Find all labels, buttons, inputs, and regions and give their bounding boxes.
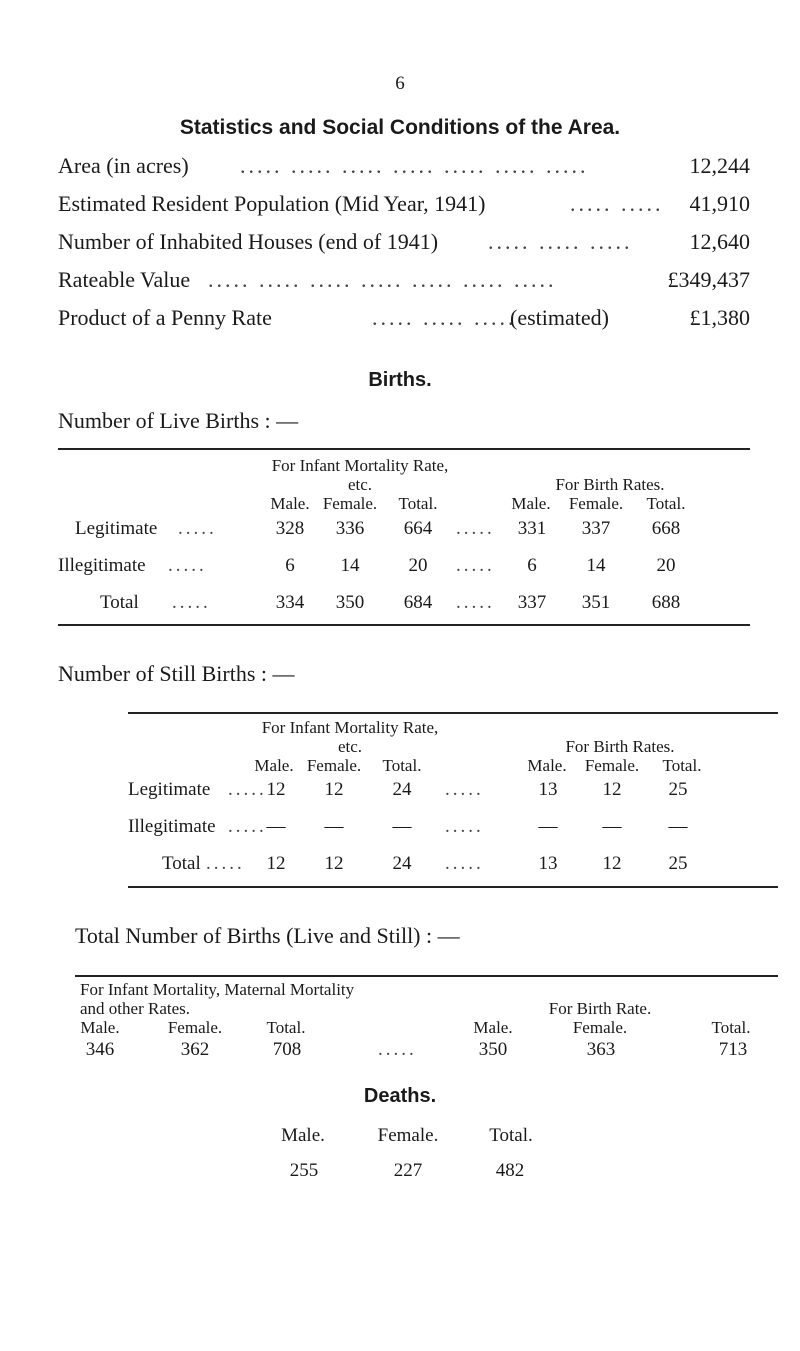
cell: 363 <box>586 1039 616 1060</box>
col-header: Total. <box>266 1018 306 1037</box>
cell: 6 <box>285 555 295 576</box>
stat-dots: ..... ..... ..... ..... ..... ..... ..... <box>240 153 589 178</box>
cell: 713 <box>718 1039 748 1060</box>
col-header: Total. <box>711 1018 751 1037</box>
cell: 25 <box>668 779 688 800</box>
col-header: Female. <box>306 756 362 775</box>
stat-value: £349,437 <box>667 267 750 292</box>
col-header: Male. <box>527 756 567 775</box>
stat-value: £1,380 <box>689 305 750 330</box>
table-bottom-rule <box>58 624 750 626</box>
cell: 12 <box>266 853 286 874</box>
col-header: Female. <box>568 494 624 513</box>
cell: 337 <box>517 592 547 613</box>
still-births-caption: Number of Still Births : — <box>58 661 295 686</box>
row-dots: ..... <box>206 853 245 874</box>
cell: 25 <box>668 853 688 874</box>
table-top-rule <box>128 712 778 714</box>
row-sep-dots: ..... <box>445 816 484 837</box>
cell: 328 <box>275 518 305 539</box>
cell: 708 <box>272 1039 302 1060</box>
row-dots: ..... <box>172 592 211 613</box>
row-dots: ..... <box>228 816 267 837</box>
col-header: Female. <box>322 494 378 513</box>
live-births-caption: Number of Live Births : — <box>58 408 299 433</box>
row-label: Total <box>100 592 139 613</box>
stat-label: Estimated Resident Population (Mid Year, 1941) <box>58 191 486 216</box>
cell: 24 <box>392 779 412 800</box>
cell: 337 <box>581 518 611 539</box>
cell: 14 <box>340 555 360 576</box>
table-top-rule <box>58 448 750 450</box>
cell: 13 <box>538 853 558 874</box>
stat-note: (estimated) <box>510 305 609 330</box>
stat-value: 12,244 <box>689 153 750 178</box>
cell: 482 <box>495 1160 525 1181</box>
col-header: Female. <box>377 1125 439 1146</box>
row-sep-dots: ..... <box>456 592 495 613</box>
stat-value: 12,640 <box>689 229 750 254</box>
cell: — <box>668 816 688 837</box>
cell: 362 <box>180 1039 210 1060</box>
table-bottom-rule <box>128 886 778 888</box>
cell: — <box>602 816 622 837</box>
cell: 12 <box>324 779 344 800</box>
cell: 664 <box>403 518 433 539</box>
stat-label: Area (in acres) <box>58 153 189 178</box>
cell: 350 <box>335 592 365 613</box>
cell: — <box>266 816 286 837</box>
cell: 12 <box>324 853 344 874</box>
cell: — <box>392 816 412 837</box>
group-heading-birth-rate: For Birth Rate. <box>548 999 652 1018</box>
births-heading: Births. <box>368 369 432 391</box>
row-dots: ..... <box>168 555 207 576</box>
col-header: Total. <box>662 756 702 775</box>
group-heading-birth-rates: For Birth Rates. <box>565 737 675 756</box>
cell: 24 <box>392 853 412 874</box>
stat-dots: ..... ..... ..... <box>488 229 633 254</box>
cell: 336 <box>335 518 365 539</box>
group-heading-mortality: For Infant Mortality, Maternal Mortality and other Rates. <box>80 980 355 1018</box>
row-label: Total <box>162 853 201 874</box>
cell: 350 <box>478 1039 508 1060</box>
page-title: Statistics and Social Conditions of the Area. <box>179 116 621 139</box>
col-header: Total. <box>489 1125 533 1146</box>
cell: 12 <box>602 779 622 800</box>
col-header: Female. <box>572 1018 628 1037</box>
table-top-rule <box>75 975 778 977</box>
cell: 6 <box>527 555 537 576</box>
col-header: Female. <box>167 1018 223 1037</box>
cell: 334 <box>275 592 305 613</box>
cell: 20 <box>656 555 676 576</box>
cell: 12 <box>602 853 622 874</box>
col-header: Male. <box>511 494 551 513</box>
row-label: Illegitimate <box>128 816 216 837</box>
stat-label: Rateable Value <box>58 267 191 292</box>
total-births-caption: Total Number of Births (Live and Still) : — <box>75 923 460 948</box>
cell: 227 <box>393 1160 423 1181</box>
col-header: Total. <box>398 494 438 513</box>
row-sep-dots: ..... <box>445 853 484 874</box>
row-label: Illegitimate <box>58 555 146 576</box>
cell: — <box>324 816 344 837</box>
row-label: Legitimate <box>75 518 158 539</box>
stat-label: Product of a Penny Rate <box>58 305 272 330</box>
cell: 20 <box>408 555 428 576</box>
row-sep-dots: ..... <box>445 779 484 800</box>
cell: 346 <box>85 1039 115 1060</box>
col-header: Male. <box>270 494 310 513</box>
group-heading-mortality: For Infant Mortality Rate, etc. <box>271 456 449 494</box>
row-label: Legitimate <box>128 779 211 800</box>
cell: 351 <box>581 592 611 613</box>
row-sep-dots: ..... <box>456 518 495 539</box>
cell: 331 <box>517 518 547 539</box>
stat-dots: ..... ..... ..... ..... ..... ..... ..... <box>208 267 557 292</box>
stat-value: 41,910 <box>689 191 750 216</box>
cell: 13 <box>538 779 558 800</box>
row-dots: ..... <box>178 518 217 539</box>
col-header: Male. <box>281 1125 325 1146</box>
cell: 12 <box>266 779 286 800</box>
cell: 684 <box>403 592 433 613</box>
page-number: 6 <box>395 73 405 94</box>
row-sep-dots: ..... <box>456 555 495 576</box>
stat-label: Number of Inhabited Houses (end of 1941) <box>58 229 439 254</box>
col-header: Male. <box>254 756 294 775</box>
row-sep-dots: ..... <box>378 1039 417 1060</box>
stat-dots: ..... ..... <box>570 191 664 216</box>
col-header: Female. <box>584 756 640 775</box>
stat-dots: ..... ..... ..... <box>372 305 517 330</box>
cell: 14 <box>586 555 606 576</box>
col-header: Total. <box>382 756 422 775</box>
cell: 668 <box>651 518 681 539</box>
cell: 255 <box>289 1160 319 1181</box>
cell: 688 <box>651 592 681 613</box>
row-dots: ..... <box>228 779 267 800</box>
group-heading-mortality: For Infant Mortality Rate, etc. <box>261 718 439 756</box>
group-heading-birth-rates: For Birth Rates. <box>555 475 665 494</box>
col-header: Male. <box>80 1018 120 1037</box>
deaths-heading: Deaths. <box>363 1085 437 1107</box>
col-header: Total. <box>646 494 686 513</box>
col-header: Male. <box>473 1018 513 1037</box>
cell: — <box>538 816 558 837</box>
